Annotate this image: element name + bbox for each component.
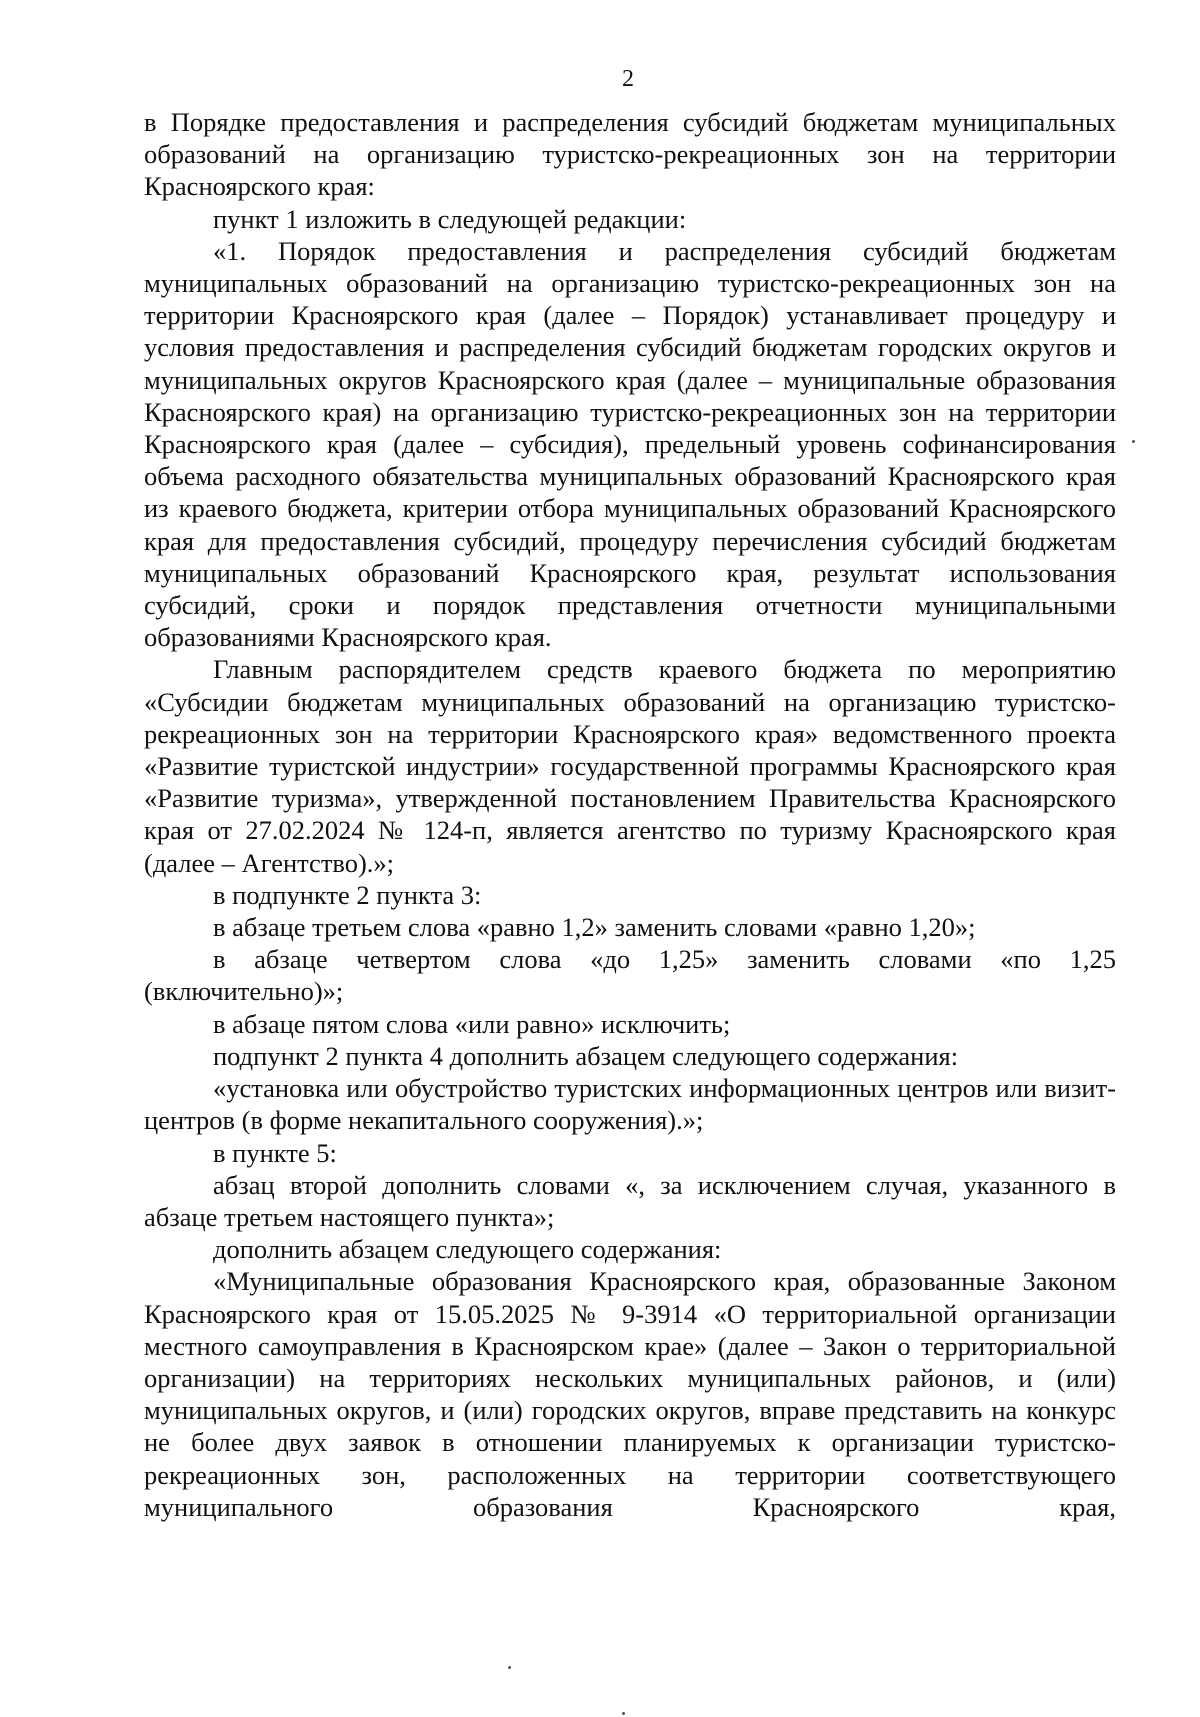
paragraph-subitem-2-item-3: в подпункте 2 пункта 3: — [213, 879, 482, 910]
paragraph-municipal-formations: «Муниципальные образования Красноярского края, образованные Законом Красноярского края от 15.05.2025 № 9-3914 «О территориальной организации местного самоуправления в Красноярском крае» (далее – Закон о территориальной организации) на территориях нескольких муниципальных районов, и (или) муниципальных округов, и (или) городских округов, вправе представить на конкурс не более двух заявок в отношении планируемых к организации туристско-рекреационных зон, расположенных на территории соответствующего муниципального образования Красноярского края, — [144, 1266, 1116, 1522]
document-body — [144, 106, 1116, 1523]
paragraph-main-administrator: Главным распорядителем средств краевого бюджета по мероприятию «Субсидии бюджетам муниципальных образований на организацию туристско-рекреационных зон на территории Красноярского края» ведомственного проекта «Развитие туристской индустрии» государственной программы Красноярского края «Развитие туризма», утвержденной постановлением Правительства Красноярского края от 27.02.2024 № 124-п, является агентство по туризму Красноярского края (далее – Агентство).»; — [144, 654, 1116, 878]
paragraph-info-centers: «установка или обустройство туристских информационных центров или визит-центров (в форме некапитального сооружения).»; — [144, 1073, 1116, 1136]
scan-speck — [1132, 440, 1135, 443]
paragraph-intro: в Порядке предоставления и распределения субсидий бюджетам муниципальных образований на организацию туристско-рекреационных зон на территории Красноярского края: — [144, 107, 1116, 202]
paragraph-fifth-abzac: в абзаце пятом слова «или равно» исключить; — [213, 1008, 731, 1039]
paragraph-add-abzac: дополнить абзацем следующего содержания: — [213, 1234, 722, 1265]
paragraph-third-abzac: в абзаце третьем слова «равно 1,2» заменить словами «равно 1,20»; — [213, 912, 976, 943]
paragraph-item-5: в пункте 5: — [213, 1137, 337, 1168]
paragraph-item-1-text: «1. Порядок предоставления и распределения субсидий бюджетам муниципальных образований на организацию туристско-рекреационных зон на территории Красноярского края (далее – Порядок) устанавливает процедуру и условия предоставления и распределения субсидий бюджетам городских округов и муниципальных округов Красноярского края (далее – муниципальные образования Красноярского края) на организацию туристско-рекреационных зон на территории Красноярского края (далее – субсидия), предельный уровень софинансирования объема расходного обязательства муниципальных образований Красноярского края из краевого бюджета, критерии отбора муниципальных образований Красноярского края для предоставления субсидий, процедуру перечисления субсидий бюджетам муниципальных образований Красноярского края, результат использования субсидий, сроки и порядок представления отчетности муниципальными образованиями Красноярского края. — [144, 235, 1116, 653]
scan-speck — [508, 1666, 511, 1669]
paragraph-fourth-abzac: в абзаце четвертом слова «до 1,25» заменить словами «по 1,25 (включительно)»; — [144, 944, 1116, 1007]
scan-speck — [622, 1712, 625, 1715]
paragraph-item-1-instruction: пункт 1 изложить в следующей редакции: — [213, 203, 687, 234]
paragraph-subitem-2-item-4: подпункт 2 пункта 4 дополнить абзацем следующего содержания: — [213, 1040, 959, 1071]
paragraph-second-abzac-addition: абзац второй дополнить словами «, за исключением случая, указанного в абзаце третьем настоящего пункта»; — [144, 1169, 1116, 1232]
page-number: 2 — [622, 66, 634, 92]
